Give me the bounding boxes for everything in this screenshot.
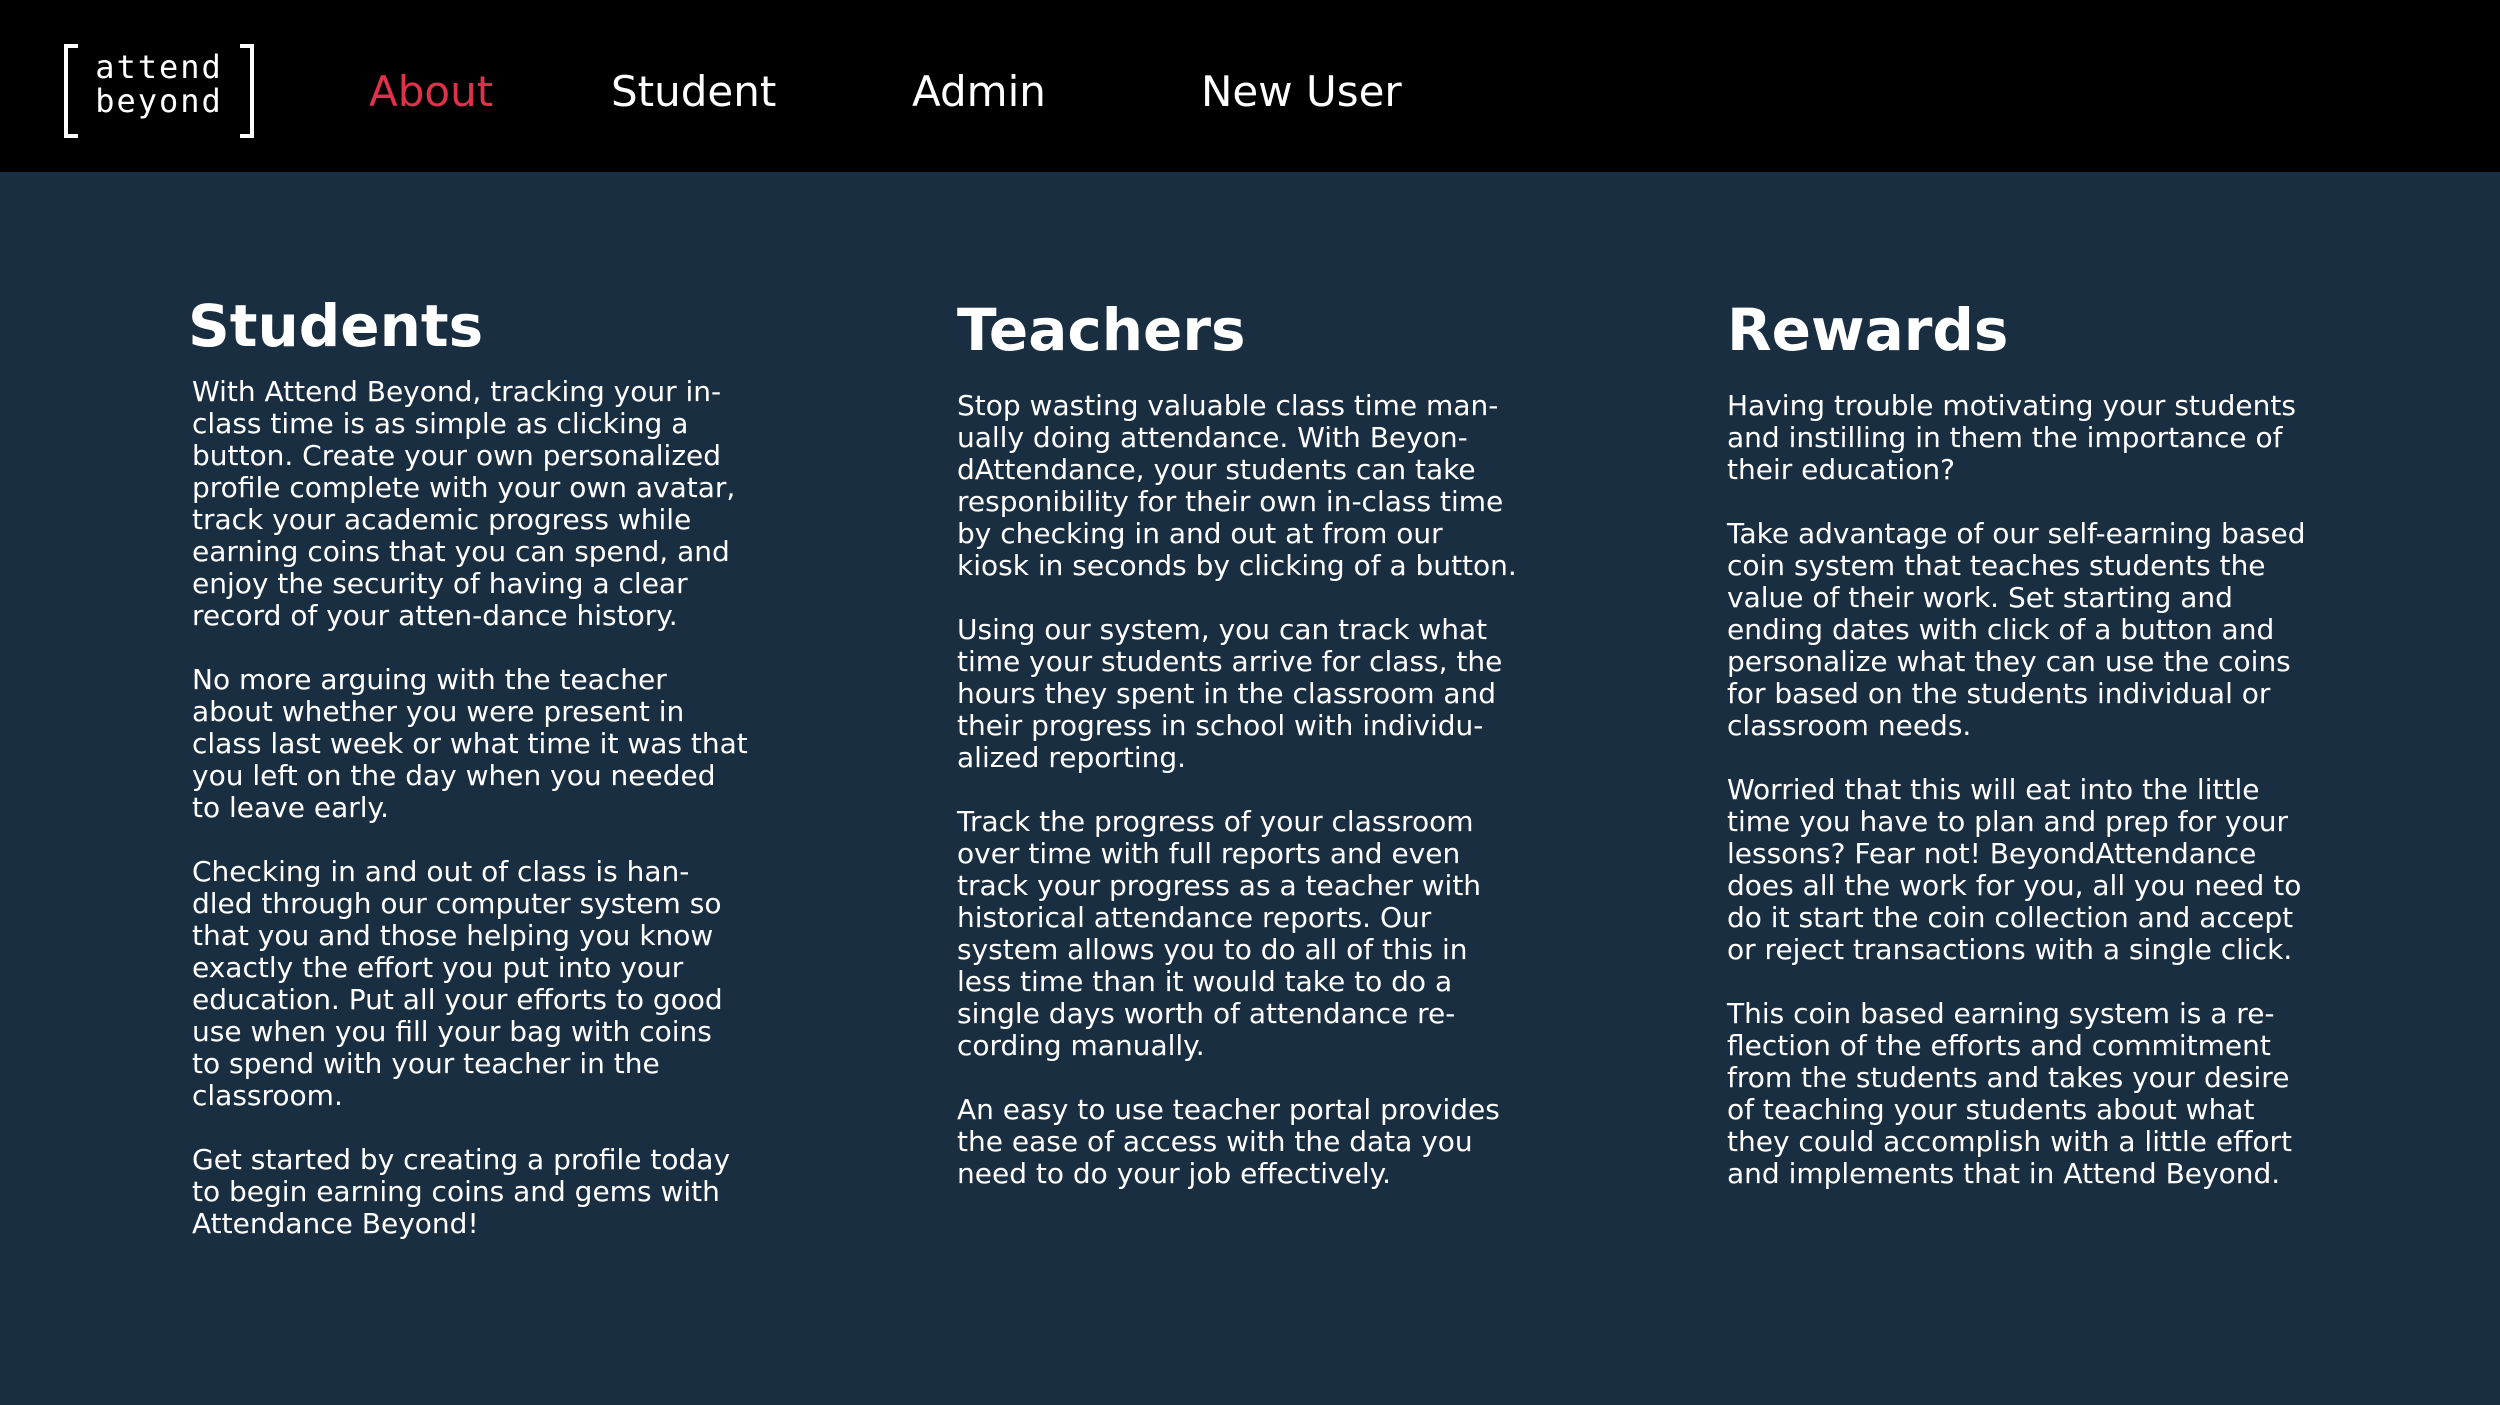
- students-paragraph: No more arguing with the teacher about whether you were present in class last week or what time it was that you left on the day when you needed to leave early.: [192, 663, 748, 824]
- teachers-paragraph: An easy to use teacher portal provides the ease of access with the data you need to do your job effectively.: [957, 1093, 1500, 1190]
- rewards-section: [1727, 294, 2307, 1222]
- nav-link-student[interactable]: Student: [611, 67, 777, 116]
- rewards-paragraph: Take advantage of our self-earning based coin system that teaches students the value of their work. Set starting and ending dates with click of a button and personalize what they can use the coins for based on the students individual or classroom needs.: [1727, 517, 2306, 742]
- logo-text: [82, 50, 236, 118]
- students-heading: Students: [188, 292, 484, 360]
- teachers-heading: Teachers: [957, 296, 1246, 364]
- nav-link-new-user[interactable]: New User: [1201, 67, 1402, 116]
- nav-link-admin[interactable]: Admin: [912, 67, 1046, 116]
- students-section: [188, 290, 748, 1272]
- rewards-paragraph: Having trouble motivating your students and instilling in them the importance of their education?: [1727, 389, 2296, 486]
- logo-line-attend: attend: [95, 48, 223, 86]
- students-paragraph: Checking in and out of class is han-dled through our computer system so that you and those helping you know exactly the effort you put into your education. Put all your efforts to good use when you fill your bag with coins to spend with your teacher in the classroom.: [192, 855, 723, 1112]
- attend-beyond-logo[interactable]: [64, 44, 254, 136]
- logo-right-bracket: [240, 44, 254, 138]
- teachers-paragraph: Track the progress of your classroom over time with full reports and even track your progress as a teacher with historical attendance reports. Our system allows you to do all of this in less time than it would take to do a single days worth of attendance re-cording manually.: [957, 805, 1482, 1062]
- nav-link-about[interactable]: About: [369, 67, 494, 116]
- rewards-paragraph: This coin based earning system is a re-flection of the efforts and commitment from the students and takes your desire of teaching your students about what they could accomplish with a little effort and implements that in Attend Beyond.: [1727, 997, 2292, 1190]
- logo-left-bracket: [64, 44, 78, 138]
- teachers-paragraph: Stop wasting valuable class time man-ually doing attendance. With Beyon-dAttendance, your students can take responibility for their own in-class time by checking in and out at from our kiosk in seconds by clicking of a button.: [957, 389, 1517, 582]
- students-paragraph: Get started by creating a profile today to begin earning coins and gems with Attendance Beyond!: [192, 1143, 731, 1240]
- teachers-paragraph: Using our system, you can track what time your students arrive for class, the hours they spent in the classroom and their progress in school with individu-alized reporting.: [957, 613, 1503, 774]
- logo-line-beyond: beyond: [95, 82, 223, 120]
- teachers-section: [957, 294, 1517, 1222]
- students-paragraph: With Attend Beyond, tracking your in-class time is as simple as clicking a button. Create your own personalized profile complete with your own avatar, track your academic progress while earning coins that you can spend, and enjoy the security of having a clear record of your atten-dance history.: [192, 375, 736, 632]
- rewards-heading: Rewards: [1727, 296, 2009, 364]
- top-navbar: [0, 0, 2500, 172]
- rewards-paragraph: Worried that this will eat into the little time you have to plan and prep for your lessons? Fear not! BeyondAttendance does all the work for you, all you need to do it start the coin collection and accept or reject transactions with a single click.: [1727, 773, 2302, 966]
